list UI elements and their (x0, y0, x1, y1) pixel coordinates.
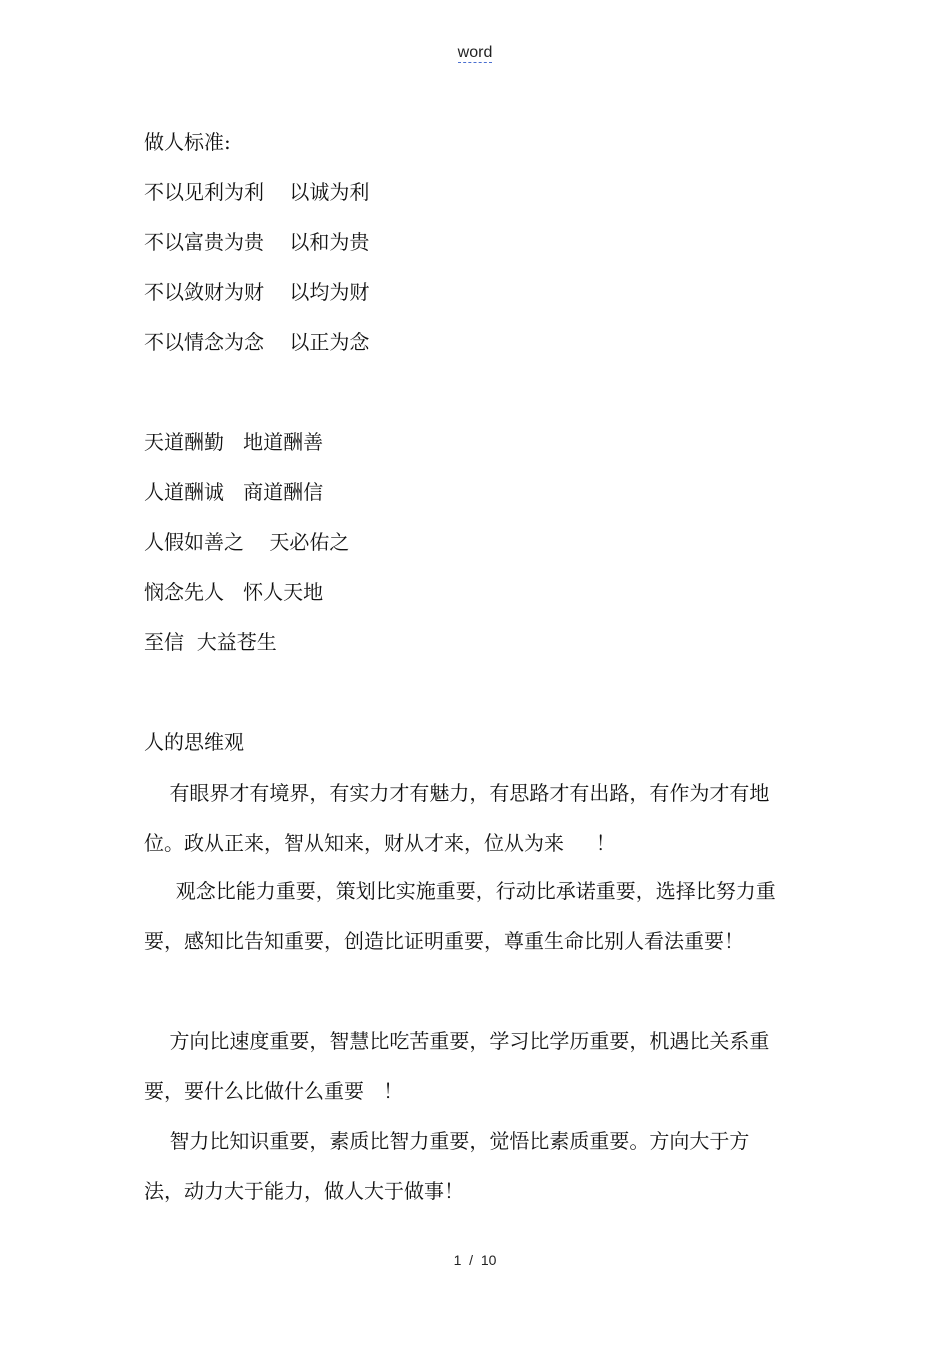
standard-line: 不以敛财为财 以均为财 (144, 280, 370, 304)
standard-line: 不以富贵为贵 以和为贵 (144, 230, 370, 254)
section-title-thinking: 人的思维观 (144, 730, 244, 754)
standard-line: 不以见利为利 以诚为利 (144, 180, 370, 204)
motto-line: 悯念先人 怀人天地 (144, 580, 324, 604)
header-title: word (457, 44, 493, 61)
thinking-paragraph: 方向比速度重要，智慧比吃苦重要，学习比学历重要，机遇比关系重要，要什么比做什么重要 ！ (144, 1029, 770, 1103)
motto-line: 天道酬勤 地道酬善 (144, 430, 324, 454)
thinking-paragraph: 智力比知识重要，素质比智力重要，觉悟比素质重要。方向大于方法，动力大于能力，做人大于做事！ (144, 1129, 750, 1203)
thinking-paragraph: 有眼界才有境界，有实力才有魅力，有思路才有出路，有作为才有地位。政从正来，智从知来，财从才来，位从为来 ！ (144, 781, 770, 855)
standard-line: 不以情念为念 以正为念 (144, 330, 370, 354)
motto-line: 人道酬诚 商道酬信 (144, 480, 324, 504)
page-number: 1 / 10 (453, 1252, 497, 1268)
motto-line: 至信 大益苍生 (144, 630, 277, 654)
thinking-paragraph: 观念比能力重要，策划比实施重要，行动比承诺重要，选择比努力重要，感知比告知重要，创造比证明重要，尊重生命比别人看法重要！ (144, 879, 776, 953)
section-title-standards: 做人标准: (144, 130, 231, 154)
page-header (0, 44, 950, 62)
motto-line: 人假如善之 天必佑之 (144, 530, 350, 554)
